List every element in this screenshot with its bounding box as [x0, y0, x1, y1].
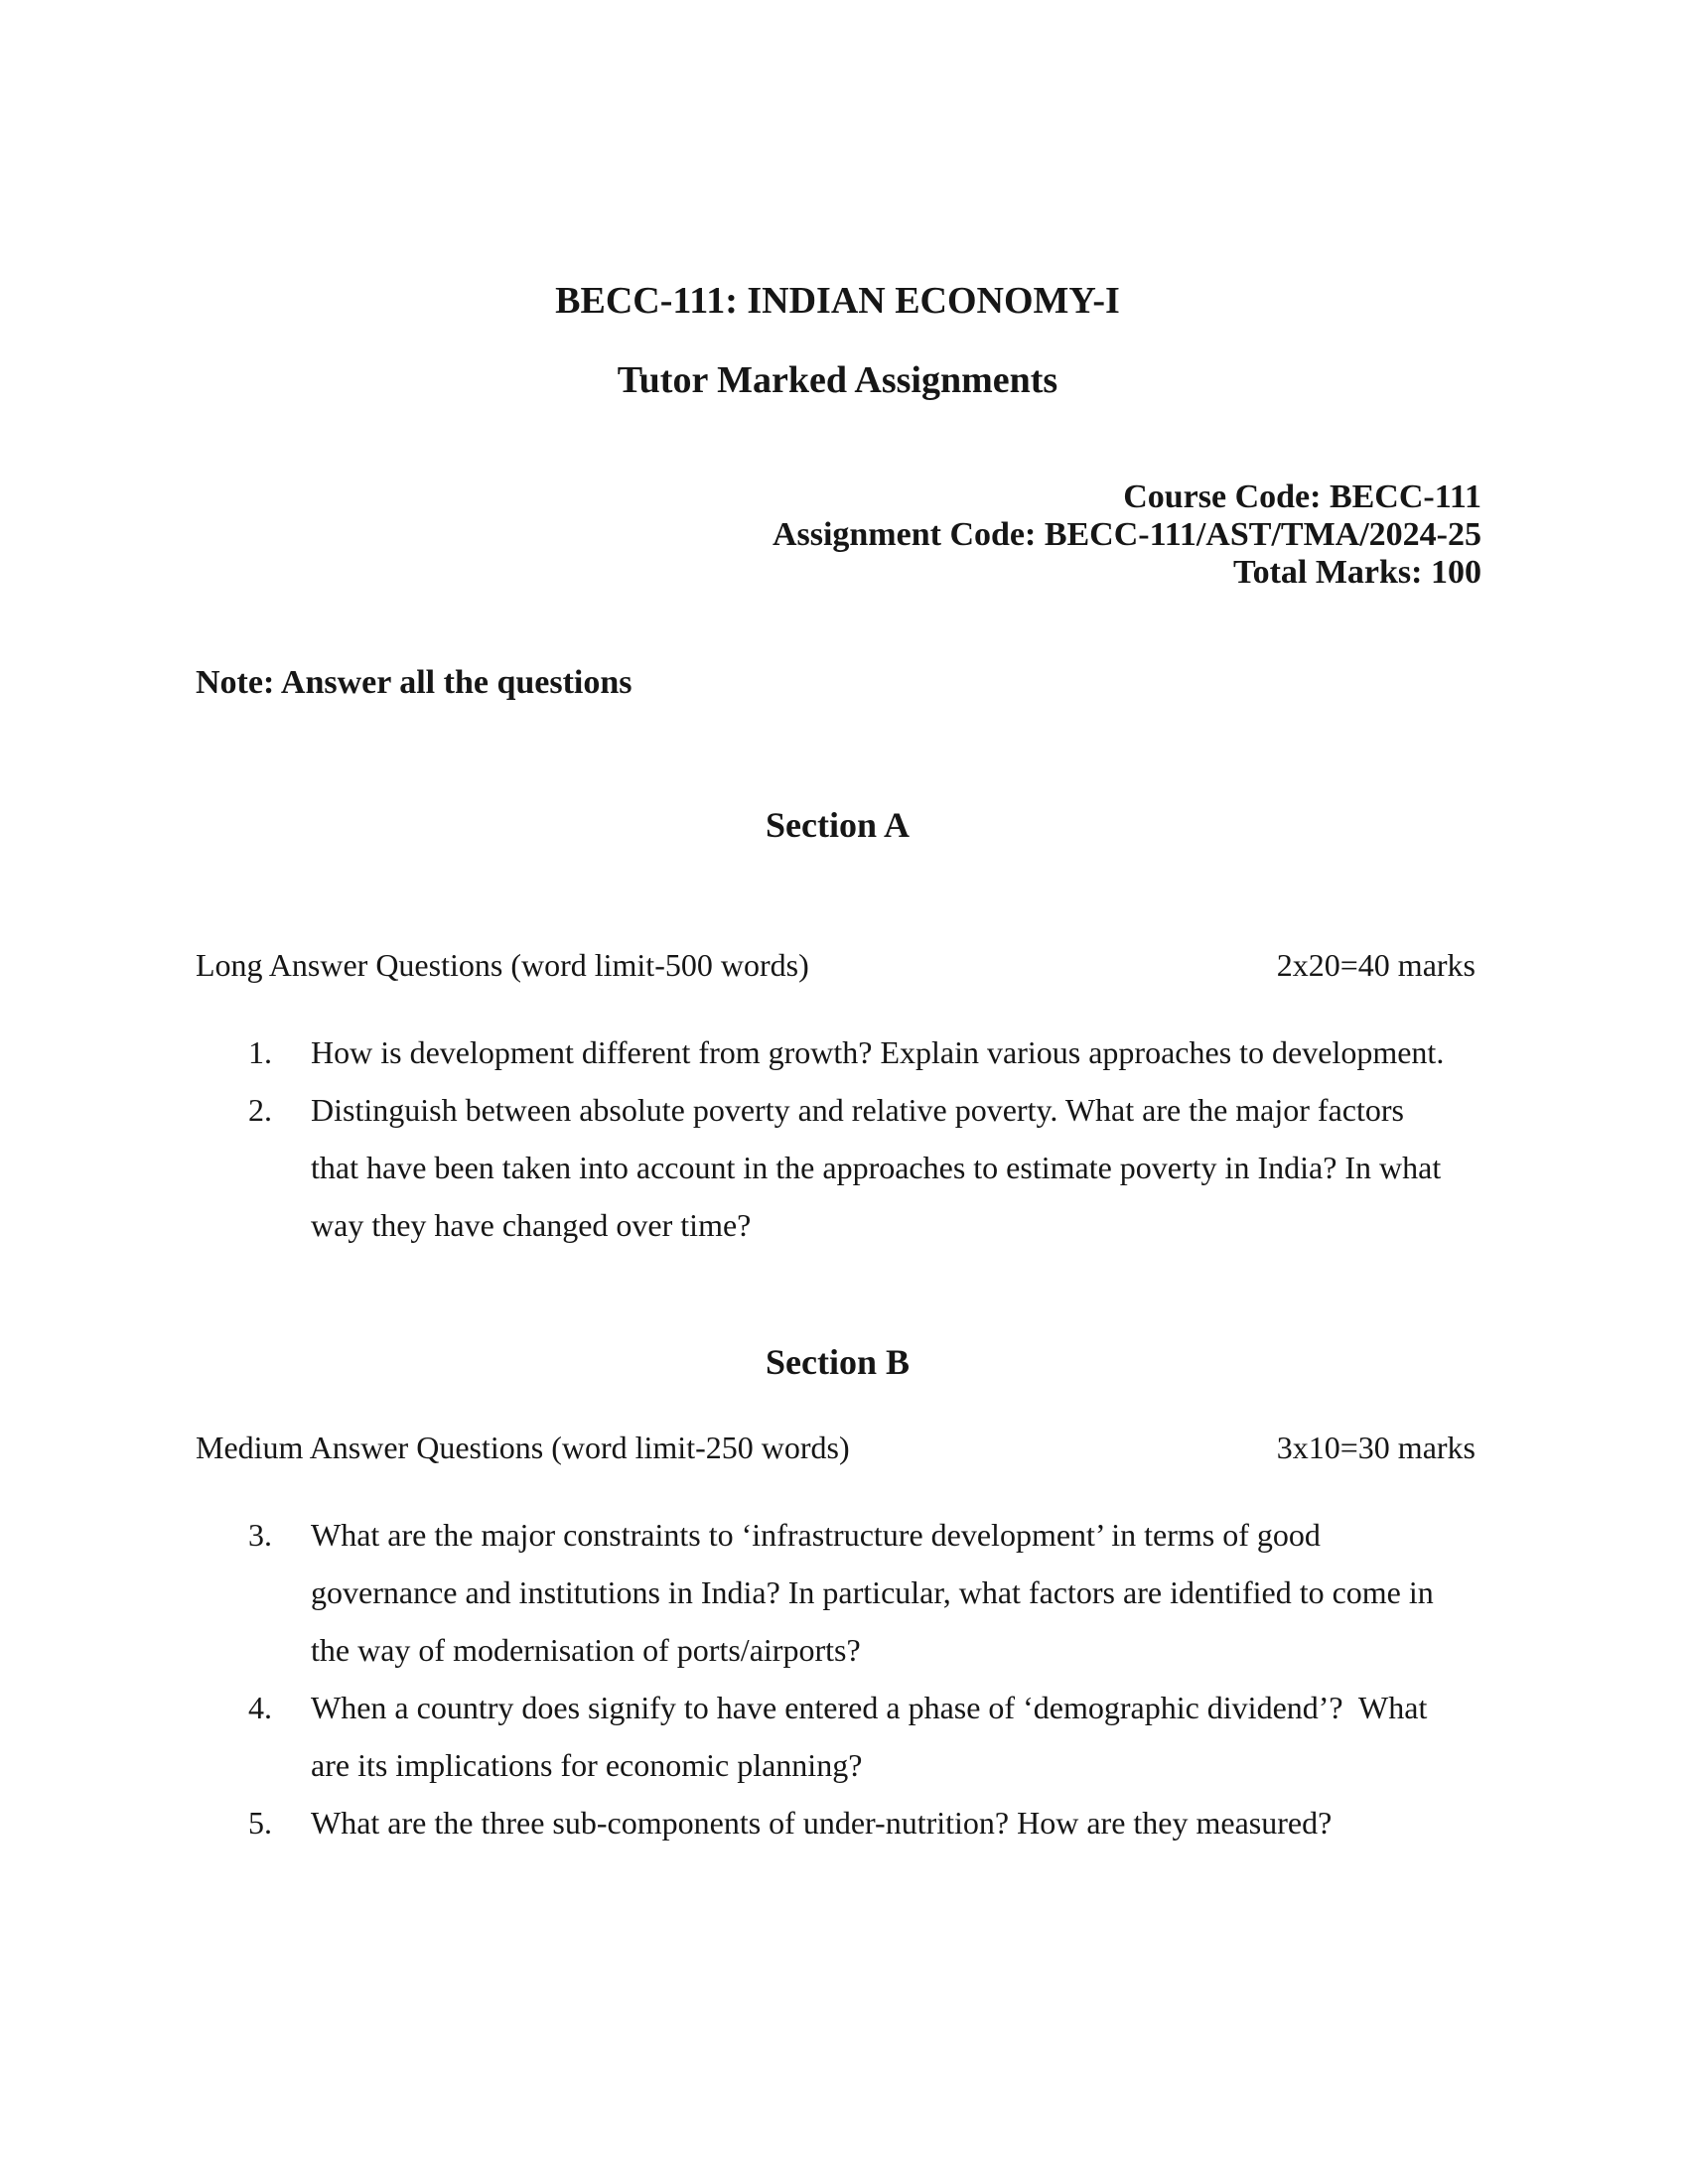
section-a-marks: 2x20=40 marks — [1276, 947, 1476, 983]
question-line — [196, 1506, 1479, 1564]
question-line — [196, 1794, 1479, 1851]
question-text: that have been taken into account in the approaches to estimate poverty in India? In what — [311, 1150, 1442, 1185]
question-text: way they have changed over time? — [311, 1207, 752, 1243]
question-number: 3. — [248, 1517, 272, 1553]
question-text: How is development different from growth? Explain various approaches to development. — [311, 1034, 1445, 1070]
page-title: BECC-111: INDIAN ECONOMY-I — [555, 280, 1120, 322]
total-marks-line: Total Marks: 100 — [1233, 554, 1481, 591]
question-text: What are the three sub-components of under-nutrition? How are they measured? — [311, 1805, 1333, 1841]
section-a-instruction-row — [196, 936, 1476, 994]
question-text: are its implications for economic planning? — [311, 1747, 863, 1783]
section-a-question-list — [196, 1024, 1479, 1254]
section-a-heading: Section A — [765, 805, 910, 845]
assignment-code-line: Assignment Code: BECC-111/AST/TMA/2024-25 — [772, 516, 1481, 553]
question-line — [196, 1679, 1479, 1736]
question-text: governance and institutions in India? In particular, what factors are identified to come in — [311, 1574, 1434, 1610]
question-line — [196, 1736, 1479, 1794]
question-line — [196, 1024, 1479, 1081]
page-subtitle: Tutor Marked Assignments — [617, 359, 1058, 401]
question-number: 1. — [248, 1034, 272, 1070]
question-line — [196, 1196, 1479, 1254]
course-code-line: Course Code: BECC-111 — [1123, 478, 1481, 515]
question-line — [196, 1139, 1479, 1196]
section-a-instruction: Long Answer Questions (word limit-500 words) — [196, 947, 809, 983]
section-b-question-list — [196, 1506, 1479, 1851]
question-line — [196, 1081, 1479, 1139]
question-text: What are the major constraints to ‘infrastructure development’ in terms of good — [311, 1517, 1321, 1553]
question-text: the way of modernisation of ports/airports? — [311, 1632, 861, 1668]
section-b-marks: 3x10=30 marks — [1276, 1430, 1476, 1465]
question-text: Distinguish between absolute poverty and relative poverty. What are the major factors — [311, 1092, 1404, 1128]
question-number: 2. — [248, 1092, 272, 1128]
section-b-instruction: Medium Answer Questions (word limit-250 words) — [196, 1430, 850, 1465]
question-number: 4. — [248, 1690, 272, 1725]
question-number: 5. — [248, 1805, 272, 1841]
question-line — [196, 1564, 1479, 1621]
question-text: When a country does signify to have entered a phase of ‘demographic dividend’? What — [311, 1690, 1428, 1725]
course-meta-block — [196, 478, 1481, 592]
section-b-heading: Section B — [765, 1342, 910, 1382]
note-line: Note: Answer all the questions — [196, 664, 633, 701]
question-line — [196, 1621, 1479, 1679]
section-b-instruction-row — [196, 1419, 1476, 1476]
